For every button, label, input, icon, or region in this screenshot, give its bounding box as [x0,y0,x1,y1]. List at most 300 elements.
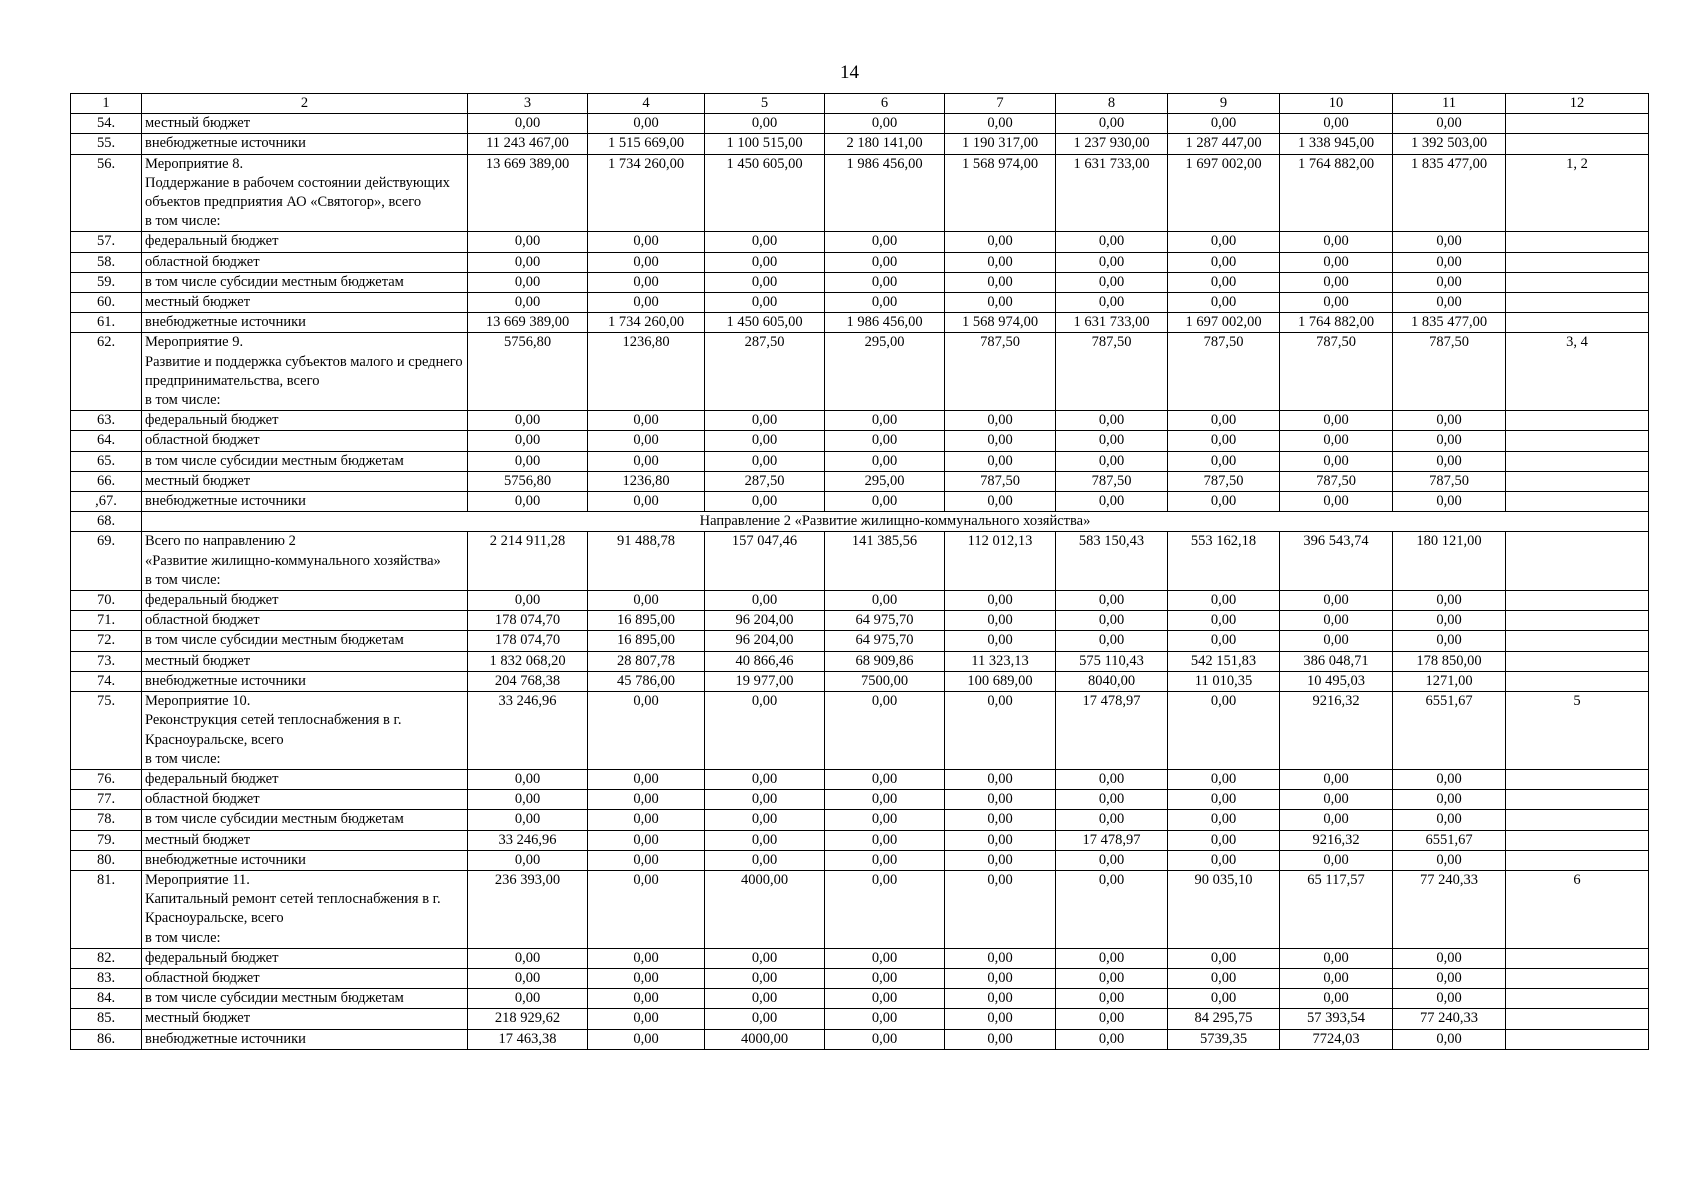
value-cell: 17 478,97 [1056,692,1168,770]
target-indicator-cell [1506,850,1649,870]
value-cell: 0,00 [468,114,588,134]
value-cell: 583 150,43 [1056,532,1168,591]
row-label: федеральный бюджет [142,232,468,252]
table-row [71,411,1649,431]
value-cell: 141 385,56 [825,532,945,591]
value-cell: 0,00 [1280,850,1393,870]
value-cell: 0,00 [1168,769,1280,789]
value-cell: 0,00 [1280,948,1393,968]
value-cell: 787,50 [1168,333,1280,411]
table-row [71,272,1649,292]
value-cell: 0,00 [588,431,705,451]
value-cell: 0,00 [1168,968,1280,988]
value-cell: 4000,00 [705,870,825,948]
value-cell: 295,00 [825,333,945,411]
value-cell: 180 121,00 [1393,532,1506,591]
value-cell: 0,00 [1393,431,1506,451]
row-number: 63. [71,411,142,431]
value-cell: 77 240,33 [1393,870,1506,948]
value-cell: 11 243 467,00 [468,134,588,154]
value-cell: 1 287 447,00 [1168,134,1280,154]
value-cell: 178 074,70 [468,631,588,651]
value-cell: 0,00 [588,252,705,272]
row-label: в том числе субсидии местным бюджетам [142,810,468,830]
row-number: 78. [71,810,142,830]
row-number: 57. [71,232,142,252]
value-cell: 0,00 [1393,790,1506,810]
value-cell: 0,00 [588,411,705,431]
table-row [71,252,1649,272]
value-cell: 0,00 [1056,790,1168,810]
target-indicator-cell [1506,591,1649,611]
value-cell: 0,00 [945,769,1056,789]
row-number: 83. [71,968,142,988]
target-indicator-cell [1506,631,1649,651]
value-cell: 1 568 974,00 [945,154,1056,232]
row-label: областной бюджет [142,968,468,988]
table-row [71,512,1649,532]
budget-table [70,93,1649,1050]
value-cell: 178 074,70 [468,611,588,631]
target-indicator-cell [1506,313,1649,333]
row-label: федеральный бюджет [142,948,468,968]
value-cell: 0,00 [468,252,588,272]
value-cell: 1 835 477,00 [1393,313,1506,333]
table-row [71,810,1649,830]
value-cell: 0,00 [825,850,945,870]
value-cell: 0,00 [1393,252,1506,272]
value-cell: 386 048,71 [1280,651,1393,671]
value-cell: 1236,80 [588,333,705,411]
value-cell: 0,00 [588,1029,705,1049]
value-cell: 0,00 [588,830,705,850]
value-cell: 218 929,62 [468,1009,588,1029]
table-row [71,968,1649,988]
value-cell: 7500,00 [825,671,945,691]
row-label: местный бюджет [142,651,468,671]
value-cell: 0,00 [588,968,705,988]
target-indicator-cell [1506,431,1649,451]
value-cell: 0,00 [1168,692,1280,770]
row-number: 73. [71,651,142,671]
value-cell: 1 764 882,00 [1280,313,1393,333]
value-cell: 0,00 [1393,293,1506,313]
value-cell: 0,00 [468,989,588,1009]
value-cell: 8040,00 [1056,671,1168,691]
table-row [71,790,1649,810]
value-cell: 787,50 [1056,471,1168,491]
value-cell: 0,00 [705,830,825,850]
value-cell: 0,00 [705,591,825,611]
value-cell: 77 240,33 [1393,1009,1506,1029]
column-header: 3 [468,94,588,114]
value-cell: 0,00 [1280,431,1393,451]
value-cell: 0,00 [1393,611,1506,631]
value-cell: 0,00 [1280,293,1393,313]
value-cell: 0,00 [825,810,945,830]
target-indicator-cell [1506,114,1649,134]
value-cell: 0,00 [705,431,825,451]
value-cell: 0,00 [1168,232,1280,252]
value-cell: 236 393,00 [468,870,588,948]
value-cell: 0,00 [705,492,825,512]
row-number: 79. [71,830,142,850]
value-cell: 0,00 [588,810,705,830]
value-cell: 0,00 [945,870,1056,948]
value-cell: 17 478,97 [1056,830,1168,850]
row-number: 66. [71,471,142,491]
value-cell: 0,00 [945,431,1056,451]
table-row [71,830,1649,850]
value-cell: 787,50 [1393,471,1506,491]
value-cell: 0,00 [705,790,825,810]
row-label: областной бюджет [142,431,468,451]
value-cell: 0,00 [1056,631,1168,651]
value-cell: 0,00 [705,272,825,292]
row-label: местный бюджет [142,471,468,491]
value-cell: 0,00 [1280,989,1393,1009]
value-cell: 0,00 [825,232,945,252]
value-cell: 0,00 [825,591,945,611]
column-header: 7 [945,94,1056,114]
table-row [71,451,1649,471]
value-cell: 0,00 [825,948,945,968]
value-cell: 19 977,00 [705,671,825,691]
row-label: местный бюджет [142,1009,468,1029]
row-number: 70. [71,591,142,611]
value-cell: 0,00 [1393,451,1506,471]
row-number: 75. [71,692,142,770]
row-number: 71. [71,611,142,631]
row-number: 86. [71,1029,142,1049]
value-cell: 0,00 [825,968,945,988]
table-row [71,989,1649,1009]
value-cell: 0,00 [1393,114,1506,134]
value-cell: 5756,80 [468,333,588,411]
row-label: внебюджетные источники [142,313,468,333]
row-label: внебюджетные источники [142,1029,468,1049]
target-indicator-cell [1506,471,1649,491]
value-cell: 0,00 [468,431,588,451]
value-cell: 0,00 [1056,1029,1168,1049]
value-cell: 0,00 [825,114,945,134]
value-cell: 0,00 [825,293,945,313]
column-header: 8 [1056,94,1168,114]
value-cell: 0,00 [588,591,705,611]
value-cell: 0,00 [468,232,588,252]
column-header: 5 [705,94,825,114]
value-cell: 0,00 [825,492,945,512]
value-cell: 28 807,78 [588,651,705,671]
value-cell: 9216,32 [1280,692,1393,770]
target-indicator-cell [1506,252,1649,272]
value-cell: 0,00 [1280,451,1393,471]
value-cell: 33 246,96 [468,692,588,770]
value-cell: 0,00 [945,810,1056,830]
value-cell: 65 117,57 [1280,870,1393,948]
value-cell: 0,00 [1056,989,1168,1009]
value-cell: 0,00 [705,948,825,968]
value-cell: 1 338 945,00 [1280,134,1393,154]
value-cell: 787,50 [945,333,1056,411]
target-indicator-cell [1506,790,1649,810]
table-row [71,591,1649,611]
value-cell: 0,00 [1280,232,1393,252]
value-cell: 57 393,54 [1280,1009,1393,1029]
target-indicator-cell [1506,968,1649,988]
row-label: областной бюджет [142,252,468,272]
row-label: Мероприятие 10. Реконструкция сетей теплоснабжения в г. Красноуральске, всего в том числе: [142,692,468,770]
row-number: 77. [71,790,142,810]
value-cell: 0,00 [1056,591,1168,611]
value-cell: 90 035,10 [1168,870,1280,948]
target-indicator-cell [1506,989,1649,1009]
value-cell: 0,00 [945,591,1056,611]
value-cell: 0,00 [468,769,588,789]
value-cell: 0,00 [1056,252,1168,272]
value-cell: 0,00 [1393,989,1506,1009]
target-indicator-cell [1506,810,1649,830]
value-cell: 0,00 [468,492,588,512]
target-indicator-cell [1506,830,1649,850]
row-label: в том числе субсидии местным бюджетам [142,272,468,292]
value-cell: 0,00 [1280,114,1393,134]
table-row [71,134,1649,154]
row-number: ,67. [71,492,142,512]
row-label: Мероприятие 9. Развитие и поддержка субъектов малого и среднего предпринимательства, всего в том числе: [142,333,468,411]
value-cell: 1 568 974,00 [945,313,1056,333]
table-row [71,769,1649,789]
value-cell: 0,00 [1056,968,1168,988]
value-cell: 0,00 [1168,411,1280,431]
table-body [71,94,1649,1050]
value-cell: 1271,00 [1393,671,1506,691]
table-row [71,333,1649,411]
value-cell: 0,00 [1280,492,1393,512]
value-cell: 542 151,83 [1168,651,1280,671]
value-cell: 100 689,00 [945,671,1056,691]
value-cell: 4000,00 [705,1029,825,1049]
value-cell: 0,00 [945,1009,1056,1029]
value-cell: 0,00 [1168,591,1280,611]
value-cell: 1 631 733,00 [1056,154,1168,232]
target-indicator-cell [1506,948,1649,968]
value-cell: 0,00 [945,492,1056,512]
column-header: 1 [71,94,142,114]
value-cell: 0,00 [1168,631,1280,651]
value-cell: 0,00 [1280,790,1393,810]
value-cell: 787,50 [1393,333,1506,411]
value-cell: 68 909,86 [825,651,945,671]
value-cell: 0,00 [588,272,705,292]
value-cell: 0,00 [705,252,825,272]
value-cell: 396 543,74 [1280,532,1393,591]
value-cell: 787,50 [1280,333,1393,411]
target-indicator-cell [1506,134,1649,154]
value-cell: 0,00 [945,631,1056,651]
value-cell: 0,00 [1056,1009,1168,1029]
value-cell: 0,00 [468,968,588,988]
value-cell: 0,00 [825,790,945,810]
value-cell: 204 768,38 [468,671,588,691]
table-row [71,870,1649,948]
value-cell: 0,00 [588,492,705,512]
value-cell: 0,00 [1393,272,1506,292]
value-cell: 1 190 317,00 [945,134,1056,154]
table-row [71,471,1649,491]
value-cell: 0,00 [468,293,588,313]
value-cell: 0,00 [825,692,945,770]
column-header: 6 [825,94,945,114]
value-cell: 1 631 733,00 [1056,313,1168,333]
value-cell: 0,00 [1056,810,1168,830]
value-cell: 1 515 669,00 [588,134,705,154]
value-cell: 0,00 [1280,252,1393,272]
table-row [71,313,1649,333]
value-cell: 0,00 [1168,451,1280,471]
value-cell: 64 975,70 [825,611,945,631]
value-cell: 0,00 [1056,411,1168,431]
value-cell: 0,00 [588,989,705,1009]
value-cell: 0,00 [705,232,825,252]
row-number: 59. [71,272,142,292]
value-cell: 1 986 456,00 [825,154,945,232]
row-number: 55. [71,134,142,154]
value-cell: 0,00 [1280,968,1393,988]
table-row [71,692,1649,770]
target-indicator-cell [1506,1029,1649,1049]
target-indicator-cell [1506,769,1649,789]
value-cell: 0,00 [945,232,1056,252]
value-cell: 0,00 [1168,272,1280,292]
value-cell: 0,00 [705,769,825,789]
value-cell: 0,00 [1393,411,1506,431]
value-cell: 64 975,70 [825,631,945,651]
value-cell: 0,00 [945,948,1056,968]
row-label: в том числе субсидии местным бюджетам [142,989,468,1009]
table-row [71,492,1649,512]
column-header: 9 [1168,94,1280,114]
value-cell: 0,00 [1056,492,1168,512]
value-cell: 178 850,00 [1393,651,1506,671]
value-cell: 1 734 260,00 [588,313,705,333]
value-cell: 0,00 [1393,232,1506,252]
value-cell: 0,00 [945,968,1056,988]
value-cell: 91 488,78 [588,532,705,591]
table-row [71,850,1649,870]
value-cell: 0,00 [825,451,945,471]
row-number: 80. [71,850,142,870]
value-cell: 0,00 [468,272,588,292]
value-cell: 11 323,13 [945,651,1056,671]
value-cell: 0,00 [1168,830,1280,850]
value-cell: 787,50 [1280,471,1393,491]
value-cell: 0,00 [1168,611,1280,631]
value-cell: 0,00 [468,850,588,870]
value-cell: 0,00 [825,252,945,272]
value-cell: 0,00 [825,1029,945,1049]
value-cell: 0,00 [945,252,1056,272]
value-cell: 287,50 [705,333,825,411]
table-row [71,293,1649,313]
value-cell: 0,00 [825,272,945,292]
row-number: 62. [71,333,142,411]
table-row [71,611,1649,631]
row-number: 61. [71,313,142,333]
target-indicator-cell: 6 [1506,870,1649,948]
value-cell: 0,00 [825,1009,945,1029]
column-header: 12 [1506,94,1649,114]
value-cell: 0,00 [1056,948,1168,968]
value-cell: 0,00 [1056,451,1168,471]
row-label: внебюджетные источники [142,492,468,512]
row-number: 60. [71,293,142,313]
value-cell: 1 986 456,00 [825,313,945,333]
column-header: 4 [588,94,705,114]
table-row [71,1029,1649,1049]
value-cell: 0,00 [1280,631,1393,651]
value-cell: 9216,32 [1280,830,1393,850]
value-cell: 0,00 [825,769,945,789]
row-number: 65. [71,451,142,471]
value-cell: 6551,67 [1393,692,1506,770]
value-cell: 0,00 [1280,591,1393,611]
row-label: федеральный бюджет [142,591,468,611]
row-number: 85. [71,1009,142,1029]
value-cell: 0,00 [1056,232,1168,252]
value-cell: 10 495,03 [1280,671,1393,691]
row-label: Всего по направлению 2 «Развитие жилищно-коммунального хозяйства» в том числе: [142,532,468,591]
value-cell: 0,00 [1393,850,1506,870]
target-indicator-cell: 1, 2 [1506,154,1649,232]
value-cell: 0,00 [1168,431,1280,451]
value-cell: 0,00 [825,830,945,850]
row-number: 72. [71,631,142,651]
value-cell: 0,00 [705,1009,825,1029]
value-cell: 0,00 [945,114,1056,134]
value-cell: 112 012,13 [945,532,1056,591]
value-cell: 0,00 [945,850,1056,870]
value-cell: 0,00 [468,451,588,471]
table-row [71,114,1649,134]
value-cell: 0,00 [1056,870,1168,948]
row-label: областной бюджет [142,611,468,631]
row-number: 54. [71,114,142,134]
value-cell: 0,00 [588,293,705,313]
table-row [71,232,1649,252]
row-label: в том числе субсидии местным бюджетам [142,631,468,651]
value-cell: 0,00 [588,114,705,134]
value-cell: 0,00 [588,451,705,471]
value-cell: 0,00 [1056,431,1168,451]
row-label: федеральный бюджет [142,411,468,431]
value-cell: 2 180 141,00 [825,134,945,154]
column-header: 11 [1393,94,1506,114]
value-cell: 1 237 930,00 [1056,134,1168,154]
value-cell: 0,00 [1168,114,1280,134]
value-cell: 0,00 [945,411,1056,431]
row-number: 69. [71,532,142,591]
target-indicator-cell [1506,611,1649,631]
value-cell: 0,00 [1056,114,1168,134]
table-header-row [71,94,1649,114]
target-indicator-cell [1506,1009,1649,1029]
value-cell: 0,00 [1056,769,1168,789]
target-indicator-cell [1506,532,1649,591]
row-number: 84. [71,989,142,1009]
value-cell: 0,00 [468,790,588,810]
value-cell: 0,00 [945,790,1056,810]
